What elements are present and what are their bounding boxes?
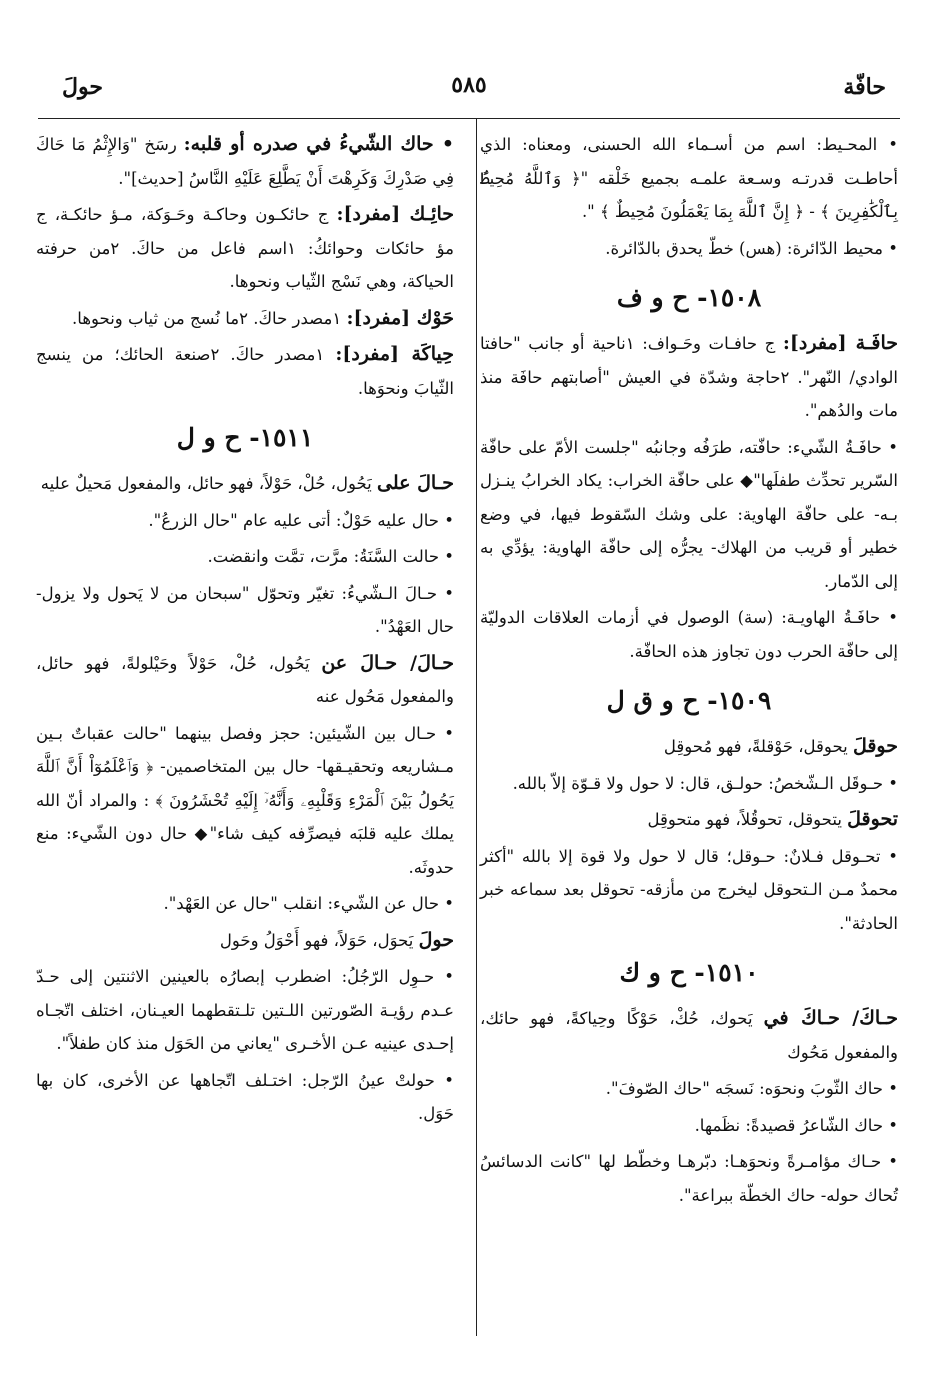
section-heading: ١٥٠٩- ح و ق ل (606, 686, 772, 715)
entry-paragraph (480, 1109, 898, 1143)
entry-paragraph (480, 767, 898, 801)
entry-paragraph (480, 128, 898, 229)
section-heading: ١٥١١- ح و ل (176, 423, 314, 452)
definition-text: • حال عليه حَوْلٌ: أتى عليه عام "حال الزرعُ". (148, 510, 454, 530)
definition-text: • تحـوقل فـلانٌ: حـوقل؛ قال لا حول ولا قوة إلا بالله "أكثر محمدٌ مـن الـتحوقل ليخرج من مأزقه- تحوقل بعد سماعه خبر الحادثة". (480, 846, 898, 933)
entry-paragraph (36, 302, 454, 336)
entry-paragraph (36, 577, 454, 644)
definition-text: • المحـيط: اسم من أسـماء الله الحسنى، ومعناه: الذي أحاطـت قدرتـه وسـعة علمـه بجميع خَلْقه "﴿ وَٱللَّهُ مُحِيطٌۢ بِٱلْكَٰفِرِينَ ﴾ - ﴿ إِنَّ ٱللَّهَ بِمَا يَعْمَلُونَ مُحِيطٌ ﴾ ". (480, 135, 898, 221)
header-last-entry: حولَ (62, 74, 103, 100)
definition-text: يَحوَل، حَوَلاً، فهو أَحْوَلُ وحَول (219, 930, 419, 950)
definition-text: رسَخ "وَالإِثْمُ مَا حَاكَ فِي صَدْرِكَ وَكَرِهْتَ أَنْ يَطَّلِعَ عَلَيْهِ النَّاسُ [حديث]". (36, 135, 454, 188)
definition-text: يَحُول، حُلْ، حَوْلاً وحَيْلولةً، فهو حائل، والمفعول مَحُول عنه (36, 653, 454, 706)
page-header (40, 62, 898, 112)
definition-text: • حـالَ الـشّيءُ: تغيّر وتحوّل "سبحان من لا يَحول ولا يزول- حال العَهْدُ". (36, 583, 454, 636)
definition-text: • حالت السَّنَةُ: مرَّت، تمَّت وانقضت. (207, 547, 454, 566)
headword: حائِـك [مفرد]: (336, 203, 454, 225)
entry-paragraph (480, 327, 898, 428)
entry-paragraph (36, 540, 454, 574)
headword: تحوقلَ (847, 808, 898, 830)
definition-text: • حـوقَل الـشّخصُ: حولـق، قال: لا حول ولا قـوّة إلاّ بالله. (512, 773, 898, 793)
headword: حِياكَة [مفرد]: (335, 343, 454, 365)
entry-paragraph (36, 467, 454, 501)
definition-text: ١مصدر حاكَ. ٢ما نُسج من ثياب ونحوها. (72, 308, 347, 328)
entry-paragraph (36, 198, 454, 299)
entry-paragraph (480, 1002, 898, 1069)
definition-text: ج حافـات وحَـواف: ١ناحية أو جانب "حافتا الوادي/ النّهر". ٢حاجة وشدّة في العيش "أصابتهم حافَة منذ مات والدُهم". (480, 334, 898, 420)
definition-text: • حافَـةُ الهاويـة: (سة) الوصول في أزمات العلاقات الدوليّة إلى حافّة الحرب دون تجاوز هذه الحافّة. (480, 608, 898, 661)
entry-paragraph (36, 338, 454, 405)
headword: حافَـة [مفرد]: (782, 332, 898, 354)
definition-text: • محيط الدّائرة: (هس) خطّ يحدق بالدّائرة. (605, 238, 898, 258)
section-heading: ١٥١٠- ح و ك (619, 958, 759, 987)
definition-text: • حـاك مؤامـرةً ونحوَهـا: دبّرهـا وخطّط لها "كانت الدسائسُ تُحاك حوله- حاك الخطّة ببراعة". (480, 1152, 898, 1205)
entry-paragraph (480, 232, 898, 266)
entry-paragraph (36, 1064, 454, 1131)
definition-text: يَحوك، حُكْ، حَوْكًا وحِياكةً، فهو حائك، والمفعول مَحُوك (480, 1009, 898, 1062)
definition-text: • حـوِل الرّجُلُ: اضطرب إبصارُه بالعينين الاثنتين إلى حـدّ عـدم رؤيـة الصّورتين اللـتين تلـتقطهما العيـنان، اختلف اتّجـاه إحـدى عينيه عـن الأخـرى "يعاني من الحَوَل منذ كان طفلاً". (36, 967, 454, 1053)
entry-paragraph (36, 128, 454, 195)
right-column (480, 128, 898, 1215)
entry-paragraph (36, 647, 454, 714)
headword: حَوْك [مفرد]: (346, 306, 454, 329)
entry-paragraph (36, 960, 454, 1061)
headword: حـاكَ/ حـاكَ في (763, 1007, 899, 1029)
left-column (36, 128, 454, 1134)
header-rule (38, 118, 900, 119)
definition-text: • حال عن الشّيء: انقلب "حال عن العَهْد". (163, 894, 454, 913)
definition-text: يتحوقل، تحوقُلاً، فهو متحوقِل (647, 810, 848, 829)
definition-text: • حولتْ عينُ الرّجل: اختـلف اتّجاهها عن الأخرى، كان بها حَوَل. (36, 1070, 454, 1123)
entry-paragraph (480, 840, 898, 941)
definition-text: • حاك الشّاعرُ قصيدةً: نظَمها. (694, 1115, 898, 1135)
definition-text: • حاك الثّوبَ ونحوَه: نَسجَه "حاك الصّوفَ". (605, 1079, 898, 1098)
definition-text: ١مصدر حاكَ. ٢صنعة الحائك؛ من ينسج الثّيابَ ونحوَها. (36, 345, 454, 398)
entry-paragraph (36, 504, 454, 538)
page-number: ٥٨٥ (451, 72, 487, 98)
entry-paragraph (480, 431, 898, 599)
definition-text: ج حائكـون وحاكـة وحَـوَكة، مـؤ حائكـة، ج مؤ حائكات وحوائكُ: ١اسم فاعل من حاكَ. ٢من حرفته الحياكة، وهي نَسْج الثّياب ونحوها. (36, 205, 454, 291)
definition-text: يَحُول، حُلْ، حَوْلاً، فهو حائل، والمفعول مَحيلٌ عليه (40, 474, 378, 493)
headword: حوقلَ (852, 735, 898, 757)
entry-paragraph (480, 601, 898, 668)
entry-paragraph (480, 803, 898, 837)
header-first-entry: حافّة (843, 74, 886, 100)
headword: • حاك الشّيءُ في صدره أو قلبه: (183, 133, 454, 155)
definition-text: • حافَـةُ الشّيء: حافّته، طرَفُه وجانبُه "جلست الأمّ على حافّة السّرير تحدِّث طفلَها"◆ على حافّة الخراب: يكاد الخرابُ ينـزل بـه- على حافّة الهاوية: على وشك السّقوط فيها، في وضع خطير أو قريب من الهلاك- يجرُّه إلى حافّة الهاوية: يؤدِّي به إلى الدّمار. (480, 437, 898, 591)
definition-text: يحوقل، حَوْقلةً، فهو مُحوقِل (663, 737, 853, 756)
headword: حـالَ/ حـالَ عن (321, 651, 455, 674)
entry-paragraph (480, 730, 898, 764)
entry-paragraph (36, 717, 454, 885)
section-heading: ١٥٠٨- ح و ف (616, 283, 762, 312)
entry-paragraph (36, 887, 454, 921)
headword: حـالَ على (377, 472, 454, 494)
column-divider (476, 118, 477, 1336)
headword: حولَ (418, 928, 454, 951)
entry-paragraph (36, 924, 454, 958)
entry-paragraph (480, 1145, 898, 1212)
entry-paragraph (480, 1072, 898, 1106)
definition-text: • حـال بين الشّيئين: حجز وفصل بينهما "حالت عقباتٌ بـين مـشاريعه وتحقيـقها- حال بين المتخاصمين- ﴿ وَٱعْلَمُوٓاْ أَنَّ ٱللَّهَ يَحُولُ بَيْنَ ٱلْمَرْءِ وَقَلْبِهِۦ وَأَنَّهُۥٓ إِلَيْهِ تُحْشَرُونَ ﴾ : والمراد أنّ الله يملك عليه قلبَه فيصرِّفه كيف شاء"◆ حال دون الشّيء: منع حدوثَه. (36, 723, 454, 877)
